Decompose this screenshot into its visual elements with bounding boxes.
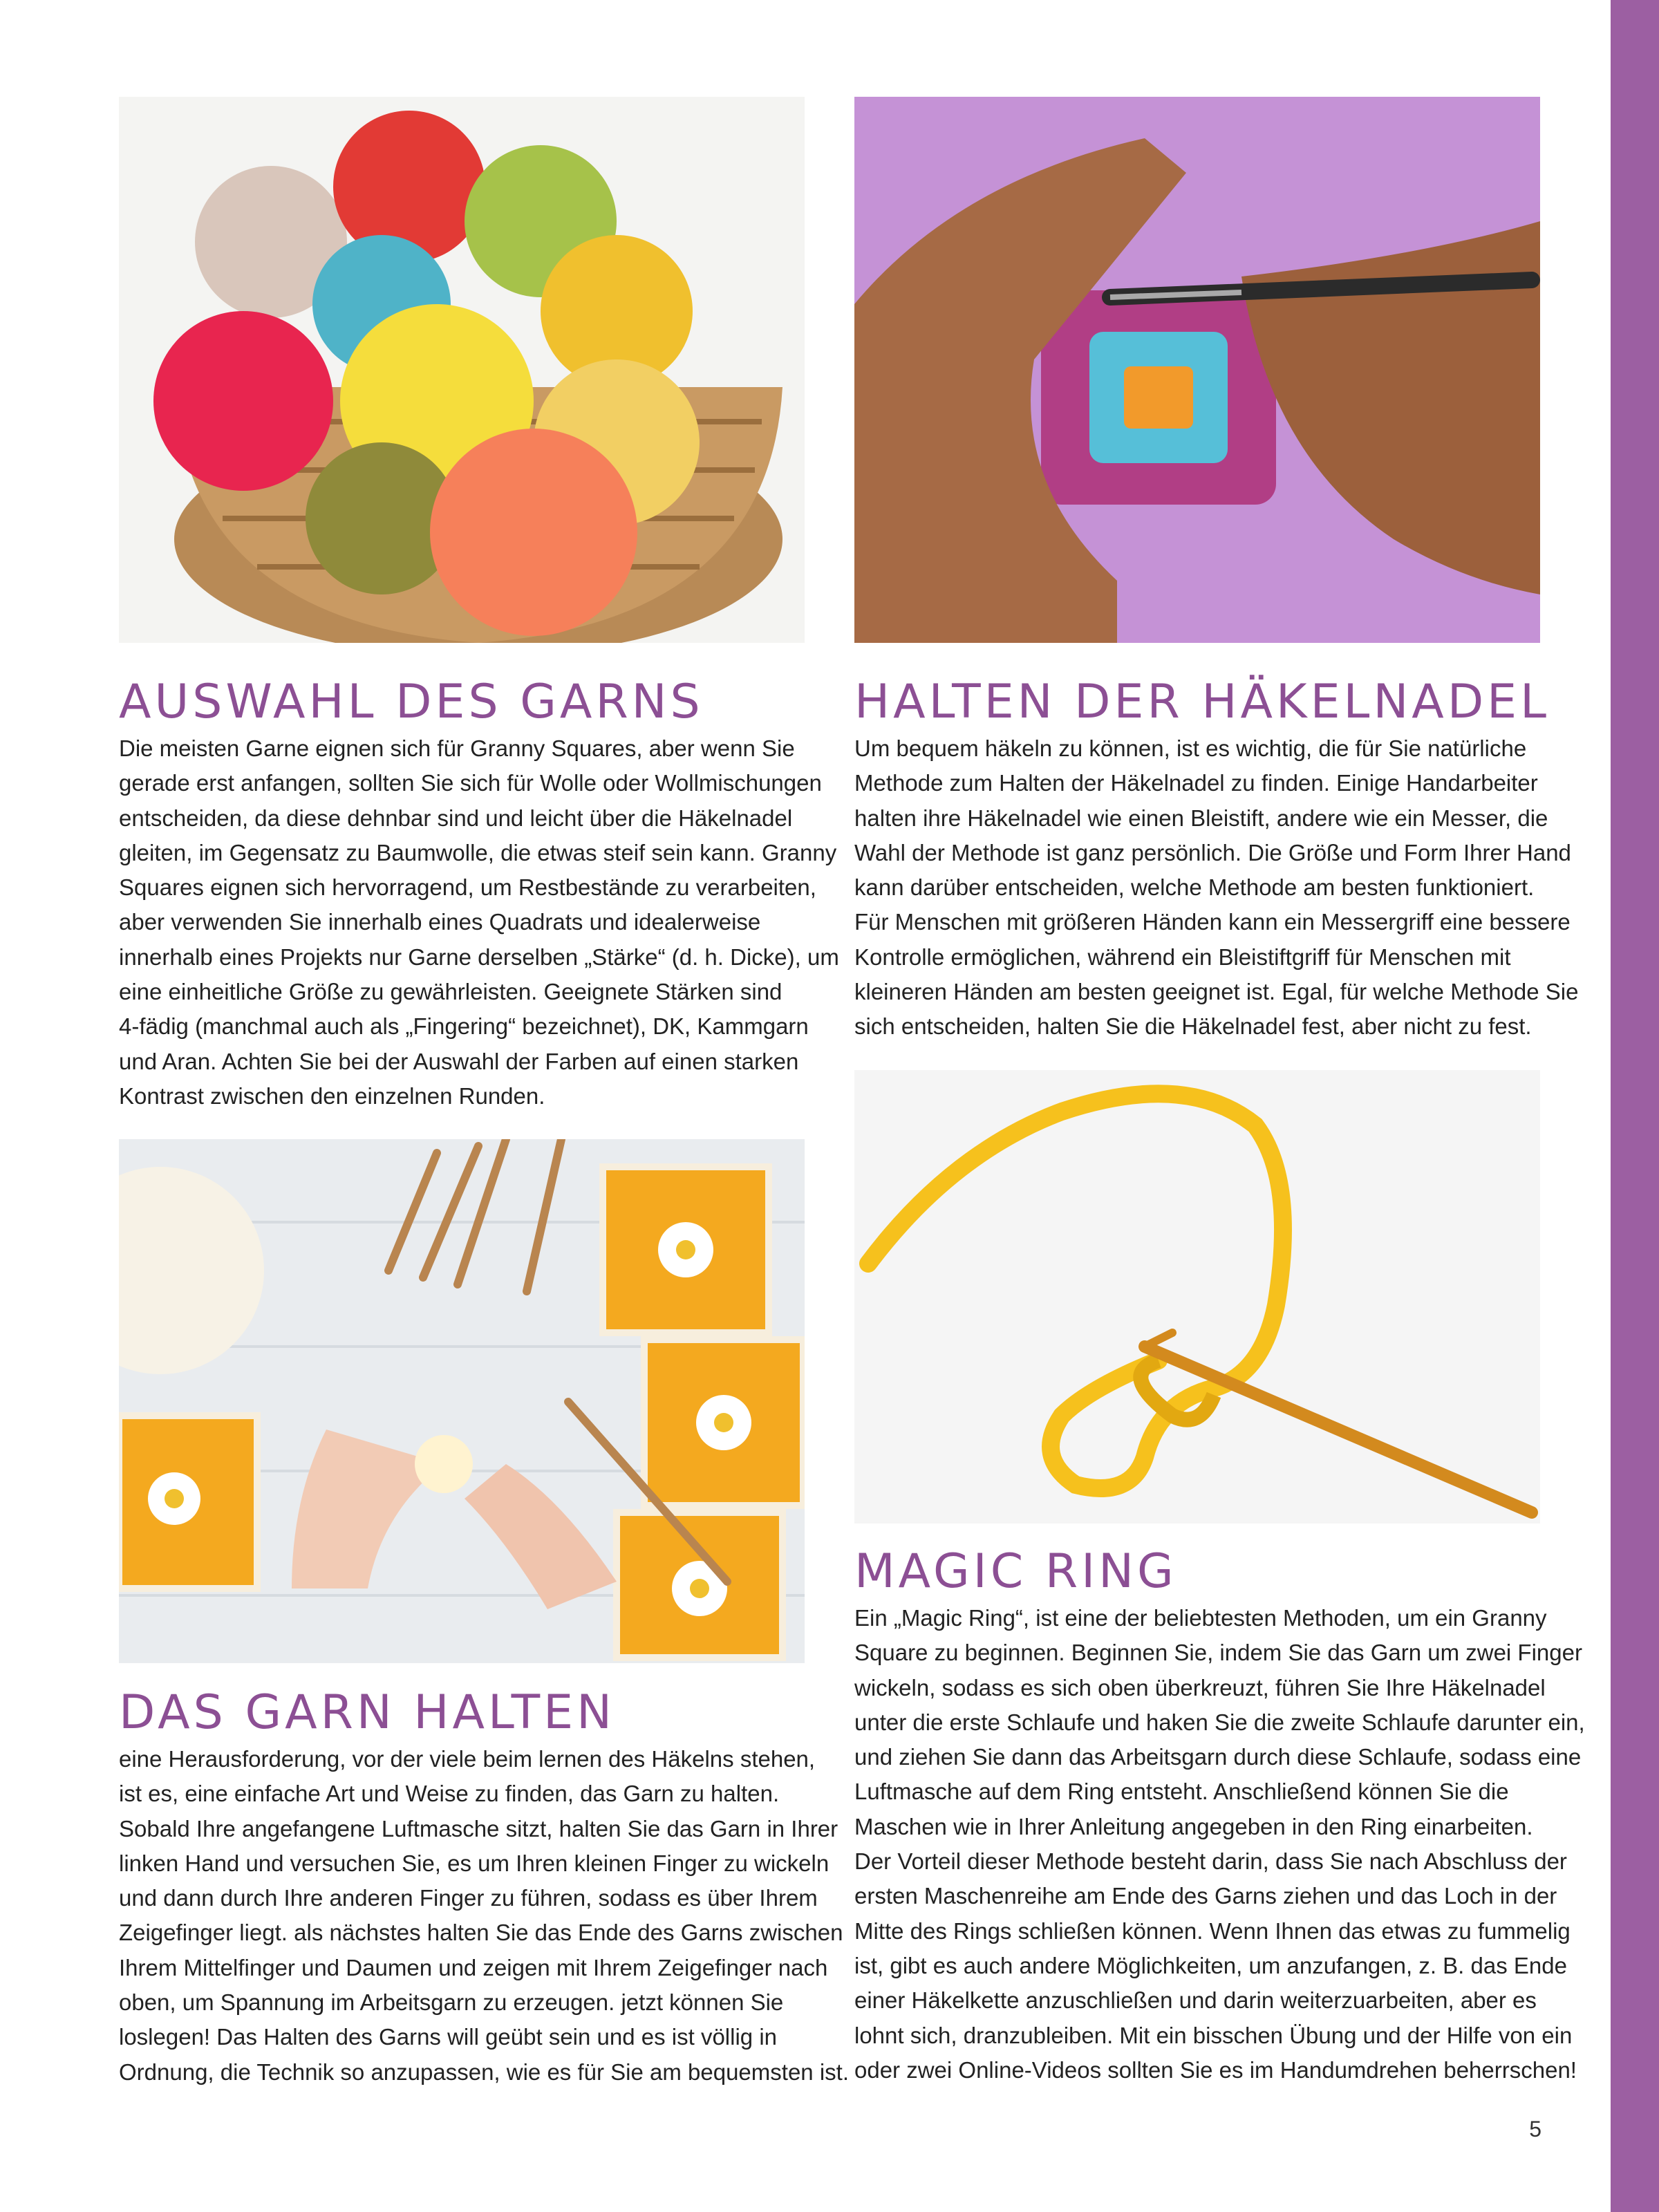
magic-ring-photo [854, 1070, 1540, 1524]
yarn-holding-photo [119, 1139, 805, 1663]
paragraph-line: eine einheitliche Größe zu gewährleisten. Geeignete Stärken sind [119, 979, 782, 1005]
paragraph-line: Methode zum Halten der Häkelnadel zu finden. Einige Handarbeiter [854, 770, 1538, 796]
hook-holding-heading: HALTEN DER HÄKELNADEL [854, 675, 1550, 729]
paragraph-line: loslegen! Das Halten des Garns will geübt sein und es ist völlig in [119, 2024, 778, 2050]
yarn-holding-heading: DAS GARN HALTEN [119, 1685, 615, 1740]
paragraph-line: Maschen wie in Ihrer Anleitung angegeben in den Ring einarbeiten. [854, 1813, 1533, 1839]
paragraph-line: Square zu beginnen. Beginnen Sie, indem Sie das Garn um zwei Finger [854, 1640, 1582, 1666]
paragraph-line: Ihrem Mittelfinger und Daumen und zeigen mit Ihrem Zeigefinger nach [119, 1954, 828, 1980]
page-number: 5 [1529, 2117, 1541, 2141]
paragraph-line: halten ihre Häkelnadel wie einen Bleistift, andere wie ein Messer, die [854, 805, 1548, 831]
paragraph-line: einer Häkelkette anzuschließen und darin weiterzuarbeiten, aber es [854, 1987, 1537, 2014]
paragraph-line: Squares eignen sich hervorragend, um Restbestände zu verarbeiten, [119, 874, 816, 901]
paragraph-line: kleineren Händen am besten geeignet ist. Egal, für welche Methode Sie [854, 979, 1579, 1005]
magic-ring-heading: MAGIC RING [854, 1544, 1177, 1599]
paragraph-line: gerade erst anfangen, sollten Sie sich für Wolle oder Wollmischungen [119, 770, 822, 796]
paragraph-line: Luftmasche auf dem Ring entsteht. Anschließend können Sie die [854, 1779, 1509, 1805]
paragraph-line: ersten Maschenreihe am Ende des Garns ziehen und das Loch in der [854, 1883, 1557, 1909]
paragraph-line: und Aran. Achten Sie bei der Auswahl der Farben auf einen starken [119, 1048, 799, 1074]
paragraph-line: oder zwei Online-Videos sollten Sie es im Handumdrehen beherrschen! [854, 2056, 1577, 2083]
paragraph-line: Ein „Magic Ring“, ist eine der beliebtesten Methoden, um ein Granny [854, 1605, 1547, 1631]
paragraph-line: gleiten, im Gegensatz zu Baumwolle, die etwas steif sein kann. Granny [119, 839, 837, 865]
yarn-holding-body [119, 1742, 849, 2090]
paragraph-line: kann darüber entscheiden, welche Methode am besten funktioniert. [854, 874, 1535, 901]
paragraph-line: Ordnung, die Technik so anzupassen, wie es für Sie am bequemsten ist. [119, 2059, 849, 2085]
paragraph-line: Zeigefinger liegt. als nächstes halten Sie das Ende des Garns zwischen [119, 1920, 843, 1946]
paragraph-line: 4-fädig (manchmal auch als „Fingering“ bezeichnet), DK, Kammgarn [119, 1013, 809, 1040]
yarn-basket-photo [119, 97, 805, 643]
hook-holding-body [854, 731, 1579, 1044]
paragraph-line: eine Herausforderung, vor der viele beim lernen des Häkelns stehen, [119, 1746, 816, 1772]
paragraph-line: entscheiden, da diese dehnbar sind und leicht über die Häkelnadel [119, 805, 793, 831]
paragraph-line: oben, um Spannung im Arbeitsgarn zu erzeugen. jetzt können Sie [119, 1989, 784, 2016]
paragraph-line: und dann durch Ihre anderen Finger zu führen, sodass es über Ihrem [119, 1885, 818, 1911]
paragraph-line: unter die erste Schlaufe und haken Sie die zweite Schlaufe darunter ein, [854, 1709, 1585, 1735]
paragraph-line: lohnt sich, dranzubleiben. Mit ein bisschen Übung und der Hilfe von ein [854, 2022, 1573, 2048]
paragraph-line: innerhalb eines Projekts nur Garne derselben „Stärke“ (d. h. Dicke), um [119, 944, 839, 970]
page-edge-color-bar [1611, 0, 1659, 2212]
magic-ring-body [854, 1601, 1585, 2088]
paragraph-line: Kontrast zwischen den einzelnen Runden. [119, 1082, 545, 1109]
paragraph-line: Kontrolle ermöglichen, während ein Bleistiftgriff für Menschen mit [854, 944, 1511, 970]
paragraph-line: aber verwenden Sie innerhalb eines Quadrats und idealerweise [119, 909, 761, 935]
paragraph-line: ist, gibt es auch andere Möglichkeiten, um anzufangen, z. B. das Ende [854, 1952, 1567, 1978]
paragraph-line: Der Vorteil dieser Methode besteht darin, dass Sie nach Abschluss der [854, 1848, 1567, 1875]
hook-holding-photo [854, 97, 1540, 643]
paragraph-line: Die meisten Garne eignen sich für Granny Squares, aber wenn Sie [119, 735, 795, 761]
paragraph-line: Für Menschen mit größeren Händen kann ein Messergriff eine bessere [854, 909, 1571, 935]
paragraph-line: Mitte des Rings schließen können. Wenn Ihnen das etwas zu fummelig [854, 1918, 1571, 1944]
paragraph-line: Wahl der Methode ist ganz persönlich. Die Größe und Form Ihrer Hand [854, 839, 1571, 865]
paragraph-line: und ziehen Sie dann das Arbeitsgarn durch diese Schlaufe, sodass eine [854, 1744, 1582, 1770]
paragraph-line: ist es, eine einfache Art und Weise zu finden, das Garn zu halten. [119, 1781, 780, 1807]
yarn-choice-body [119, 731, 839, 1114]
paragraph-line: linken Hand und versuchen Sie, es um Ihren kleinen Finger zu wickeln [119, 1850, 830, 1876]
yarn-choice-heading: AUSWAHL DES GARNS [119, 675, 704, 729]
paragraph-line: Um bequem häkeln zu können, ist es wichtig, die für Sie natürliche [854, 735, 1527, 761]
paragraph-line: Sobald Ihre angefangene Luftmasche sitzt, halten Sie das Garn in Ihrer [119, 1815, 838, 1841]
paragraph-line: wickeln, sodass es sich oben überkreuzt, führen Sie Ihre Häkelnadel [854, 1674, 1546, 1700]
paragraph-line: sich entscheiden, halten Sie die Häkelnadel fest, aber nicht zu fest. [854, 1013, 1532, 1040]
